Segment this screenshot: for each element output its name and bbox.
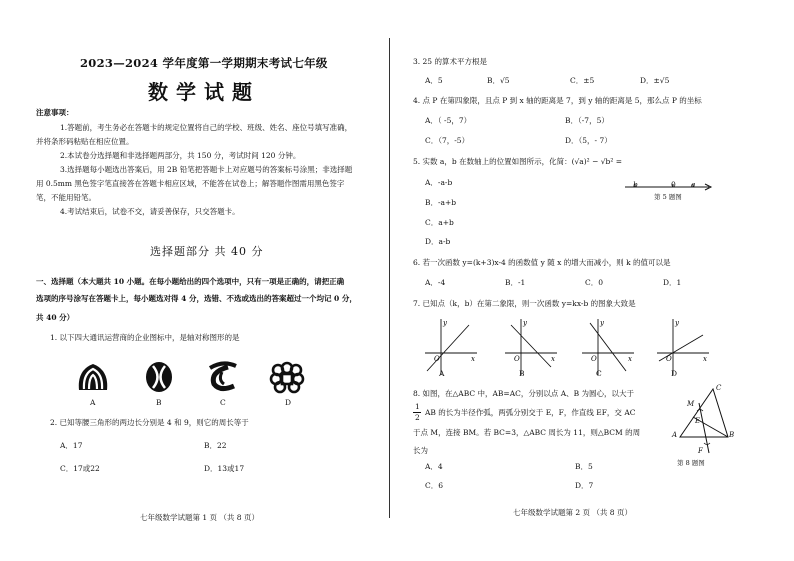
notes-heading: 注意事项： (36, 108, 74, 117)
q7-graph-b (503, 315, 559, 377)
function-line (590, 323, 626, 371)
q6-option: C．0 (585, 278, 604, 287)
q7-label: D (671, 369, 678, 378)
fraction-numerator: 1 (415, 402, 420, 411)
axis-label: b (633, 180, 638, 189)
axis-label: O (514, 355, 520, 363)
q8-option: D．7 (575, 481, 594, 490)
axis-label: x (703, 355, 707, 363)
q6-option: D．1 (663, 278, 682, 287)
page-divider (389, 38, 390, 518)
fraction-denominator: 2 (415, 413, 420, 422)
question-3: 3. 25 的算术平方根是 (413, 57, 487, 66)
question-7: 7. 已知点（k，b）在第二象限，则一次函数 y=kx-b 的图象大致是 (413, 299, 636, 308)
point-label: B (729, 431, 735, 439)
question-2: 2. 已知等腰三角形的两边长分别是 4 和 9，则它的周长等于 (50, 418, 249, 427)
q1-label: C (220, 398, 226, 407)
q7-graph-d (655, 315, 711, 377)
question-1: 1. 以下四大通讯运营商的企业图标中，是轴对称图形的是 (50, 333, 240, 342)
axis-label: 0 (671, 180, 676, 189)
note-line: 并将条形码粘贴在相应位置。 (36, 137, 134, 146)
q5-option: D．a-b (425, 237, 451, 246)
q8-option: B．5 (575, 462, 593, 471)
q7-label: A (439, 369, 445, 378)
note-line: 笔，不能用铅笔。 (36, 193, 96, 202)
question-8-line: AB 的长为半径作弧，两弧分别交于 E，F，作直线 EF，交 AC (425, 408, 636, 417)
right-page (395, 0, 794, 561)
logo-a-icon (75, 360, 111, 394)
q5-option: A．-a-b (425, 178, 453, 187)
q6-option: A．-4 (425, 278, 446, 287)
q7-label: C (596, 369, 602, 378)
question-8-line: 8. 如图，在△ABC 中，AB=AC，分别以点 A、B 为圆心，以大于 (413, 389, 635, 398)
point-label: A (672, 431, 678, 439)
q2-option: C．17或22 (60, 464, 100, 473)
axis-label: x (471, 355, 475, 363)
q3-option: C．±5 (570, 76, 595, 85)
q2-option: A．17 (60, 441, 83, 450)
q8-option: A．4 (425, 462, 443, 471)
page-footer: 七年级数学试题第 2 页 （共 8 页） (513, 508, 632, 517)
note-line: 1.答题前，考生务必在答题卡的规定位置将自己的学校、班级、姓名、座位号填写准确， (60, 123, 353, 132)
note-line: 用 0.5mm 黑色签字笔直接答在答题卡相应区域，不能答在试卷上；解答题作图需用黑色签字 (36, 179, 345, 188)
question-5: 5. 实数 a，b 在数轴上的位置如图所示，化简：(√a)² − √b² = (413, 157, 622, 166)
axis-label: O (666, 355, 672, 363)
q1-label: B (156, 398, 162, 407)
triangle-diagram (673, 383, 753, 461)
q7-graph-a (423, 315, 479, 377)
note-line: 3.选择题每小题选出答案后，用 2B 铅笔把答题卡上对应题号的答案标号涂黑；非选择题 (60, 165, 353, 174)
axis-label: x (551, 355, 555, 363)
q3-option: A．5 (425, 76, 443, 85)
q1-label: A (90, 398, 96, 407)
axis-label: O (591, 355, 597, 363)
q2-option: D．13或17 (204, 464, 245, 473)
left-page (0, 0, 386, 561)
axis-label: a (691, 180, 696, 189)
q6-option: B．-1 (505, 278, 526, 287)
note-line: 2.本试卷分选择题和非选择题两部分，共 150 分，考试时间 120 分钟。 (60, 151, 301, 160)
point-label: M (687, 400, 695, 408)
point-label: F (698, 447, 703, 455)
logo-c-icon (204, 358, 242, 394)
page-footer: 七年级数学试题第 1 页 （共 8 页） (140, 513, 259, 522)
q5-option: B．-a+b (425, 198, 457, 207)
axis-label: x (628, 355, 632, 363)
axis-label: y (675, 319, 679, 327)
point-label: C (716, 384, 722, 392)
q8-option: C．6 (425, 481, 444, 490)
part1-line: 选项的序号涂写在答题卡上，每小题选对得 4 分，选错、不选或选出的答案超过一个均记 0 分， (36, 294, 357, 303)
question-8-line: 于点 M，连接 BM。若 BC=3，△ABC 周长为 11，则△BCM 的周 (413, 428, 641, 437)
point-label: E (695, 417, 701, 425)
q4-option: A．（ -5，7） (425, 116, 472, 125)
function-line (427, 325, 469, 371)
q4-option: C．（7，-5） (425, 136, 470, 145)
axis-label: y (443, 319, 447, 327)
part1-line: 共 40 分） (36, 313, 75, 322)
q2-option: B．22 (204, 441, 227, 450)
axis-label: y (523, 319, 527, 327)
q4-option: D．（5，- 7） (565, 136, 612, 145)
figure-caption: 第 8 题图 (677, 459, 705, 467)
exam-title: 2023—2024 学年度第一学期期末考试七年级 (80, 56, 328, 70)
q7-graph-c (580, 315, 636, 377)
question-8-line: 长为 (413, 446, 428, 455)
section-title: 选择题部分 共 40 分 (150, 245, 264, 258)
figure-caption: 第 5 题图 (654, 193, 682, 201)
q1-label: D (285, 398, 292, 407)
subject-title: 数学试题 (148, 80, 260, 104)
logo-d-icon (268, 360, 306, 394)
q3-option: B．√5 (487, 76, 510, 85)
question-4: 4. 点 P 在第四象限，且点 P 到 x 轴的距离是 7，到 y 轴的距离是 5，那么点 P 的坐标 (413, 96, 702, 105)
logo-b-icon (142, 360, 176, 394)
part1-line: 一、选择题（本大题共 10 小题。在每小题给出的四个选项中，只有一项是正确的，请把正确 (36, 277, 345, 286)
q5-option: C．a+b (425, 218, 454, 227)
axis-label: y (600, 319, 604, 327)
note-line: 4.考试结束后，试卷不交，请妥善保存，只交答题卡。 (60, 207, 240, 216)
axis-label: O (434, 355, 440, 363)
q7-label: B (519, 369, 525, 378)
q3-option: D．±√5 (640, 76, 670, 85)
q4-option: B．（-7，5） (565, 116, 609, 125)
question-6: 6. 若一次函数 y=(k+3)x-4 的函数值 y 随 x 的增大而减小，则 k 的值可以是 (413, 258, 671, 267)
